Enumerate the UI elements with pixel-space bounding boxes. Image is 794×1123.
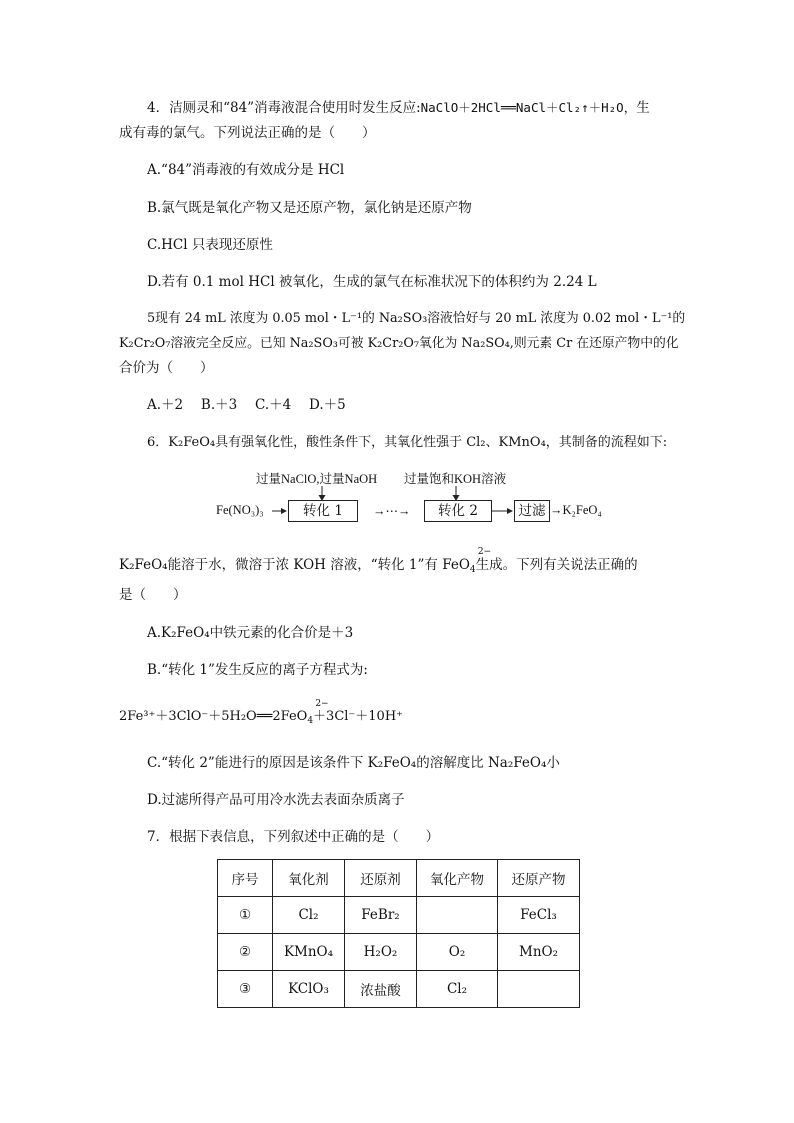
table-cell: Cl₂ <box>273 897 345 934</box>
q6-option-c: C.“转化 2”能进行的原因是该条件下 K₂FeO₄的溶解度比 Na₂FeO₄小 <box>147 755 560 771</box>
q6-para-line2: 是（ ） <box>119 587 187 603</box>
table-row <box>218 897 580 934</box>
table-header: 氧化产物 <box>417 860 498 897</box>
flow-dots: →⋯→ <box>373 504 411 518</box>
flow-box-convert-1: 转化 1 <box>288 500 358 522</box>
flow-end: →K₂FeO₄ <box>550 503 602 517</box>
table-cell: H₂O₂ <box>345 934 417 971</box>
table-row <box>218 971 580 1008</box>
flow-reagent-1: 过量NaClO,过量NaOH <box>256 472 378 486</box>
table-header: 氧化剂 <box>273 860 345 897</box>
table-cell: KMnO₄ <box>273 934 345 971</box>
q5-stem-line1: 5现有 24 mL 浓度为 0.05 mol・L⁻¹的 Na₂SO₃溶液恰好与 20 mL 浓度为 0.02 mol・L⁻¹的 <box>147 311 686 326</box>
q7-stem: 7．根据下表信息，下列叙述中正确的是（ ） <box>147 829 440 845</box>
q5-options: A.＋2 B.＋3 C.＋4 D.＋5 <box>147 397 346 413</box>
table-cell: O₂ <box>417 934 498 971</box>
table-row <box>218 934 580 971</box>
table-cell: MnO₂ <box>498 934 580 971</box>
redox-info-table <box>217 859 580 1008</box>
table-cell: ① <box>218 897 273 934</box>
flow-reagent-2: 过量饱和KOH溶液 <box>404 472 507 486</box>
table-cell: FeCl₃ <box>498 897 580 934</box>
table-cell: FeBr₂ <box>345 897 417 934</box>
table-header: 序号 <box>218 860 273 897</box>
q6-equation: 2Fe³⁺＋3ClO⁻＋5H₂O══2FeO$_4$ 2− ＋3Cl⁻＋10H⁺ <box>119 699 404 726</box>
flow-box-convert-2: 转化 2 <box>424 500 492 522</box>
q5-stem-line3: 合价为（ ） <box>119 360 214 376</box>
table-header: 还原产物 <box>498 860 580 897</box>
flow-box-filter: 过滤 <box>514 500 550 522</box>
q4-option-a: A.“84”消毒液的有效成分是 HCl <box>147 162 345 178</box>
q6-option-a: A.K₂FeO₄中铁元素的化合价是＋3 <box>147 625 354 641</box>
table-cell: ② <box>218 934 273 971</box>
q4-option-b: B.氯气既是氧化产物又是还原产物，氯化钠是还原产物 <box>147 200 472 216</box>
table-cell: KClO₃ <box>273 971 345 1008</box>
table-header: 还原剂 <box>345 860 417 897</box>
q6-option-b: B.“转化 1”发生反应的离子方程式为: <box>147 662 368 678</box>
q4-option-c: C.HCl 只表现还原性 <box>147 237 273 253</box>
q6-para-line1: K₂FeO₄能溶于水，微溶于浓 KOH 溶液，“转化 1”有 FeO$_4$ 2− 生成。下列有关说法正确的 <box>119 547 638 575</box>
table-header-row <box>218 860 580 897</box>
flow-start: Fe(NO₃)₃ <box>216 503 264 517</box>
table-cell: ③ <box>218 971 273 1008</box>
q4-stem-line1: 4．洁厕灵和“84”消毒液混合使用时发生反应:NaClO＋2HCl══NaCl＋Cl₂↑＋H₂O，生 <box>147 100 650 116</box>
q4-stem-line2: 成有毒的氯气。下列说法正确的是（ ） <box>119 125 376 141</box>
q4-option-d: D.若有 0.1 mol HCl 被氧化，生成的氯气在标准状况下的体积约为 2.24 L <box>147 274 597 290</box>
q6-option-d: D.过滤所得产品可用冷水洗去表面杂质离子 <box>147 792 405 808</box>
q6-stem: 6．K₂FeO₄具有强氧化性，酸性条件下，其氧化性强于 Cl₂、KMnO₄，其制备的流程如下: <box>147 435 668 450</box>
q4-equation: NaClO＋2HCl══NaCl＋Cl₂↑＋H₂O， <box>420 100 637 115</box>
table-cell: 浓盐酸 <box>345 971 417 1008</box>
q5-stem-line2: K₂Cr₂O₇溶液完全反应。已知 Na₂SO₃可被 K₂Cr₂O₇氧化为 Na₂SO₄,则元素 Cr 在还原产物中的化 <box>119 336 679 351</box>
table-cell <box>417 897 498 934</box>
table-cell: Cl₂ <box>417 971 498 1008</box>
table-cell <box>498 971 580 1008</box>
